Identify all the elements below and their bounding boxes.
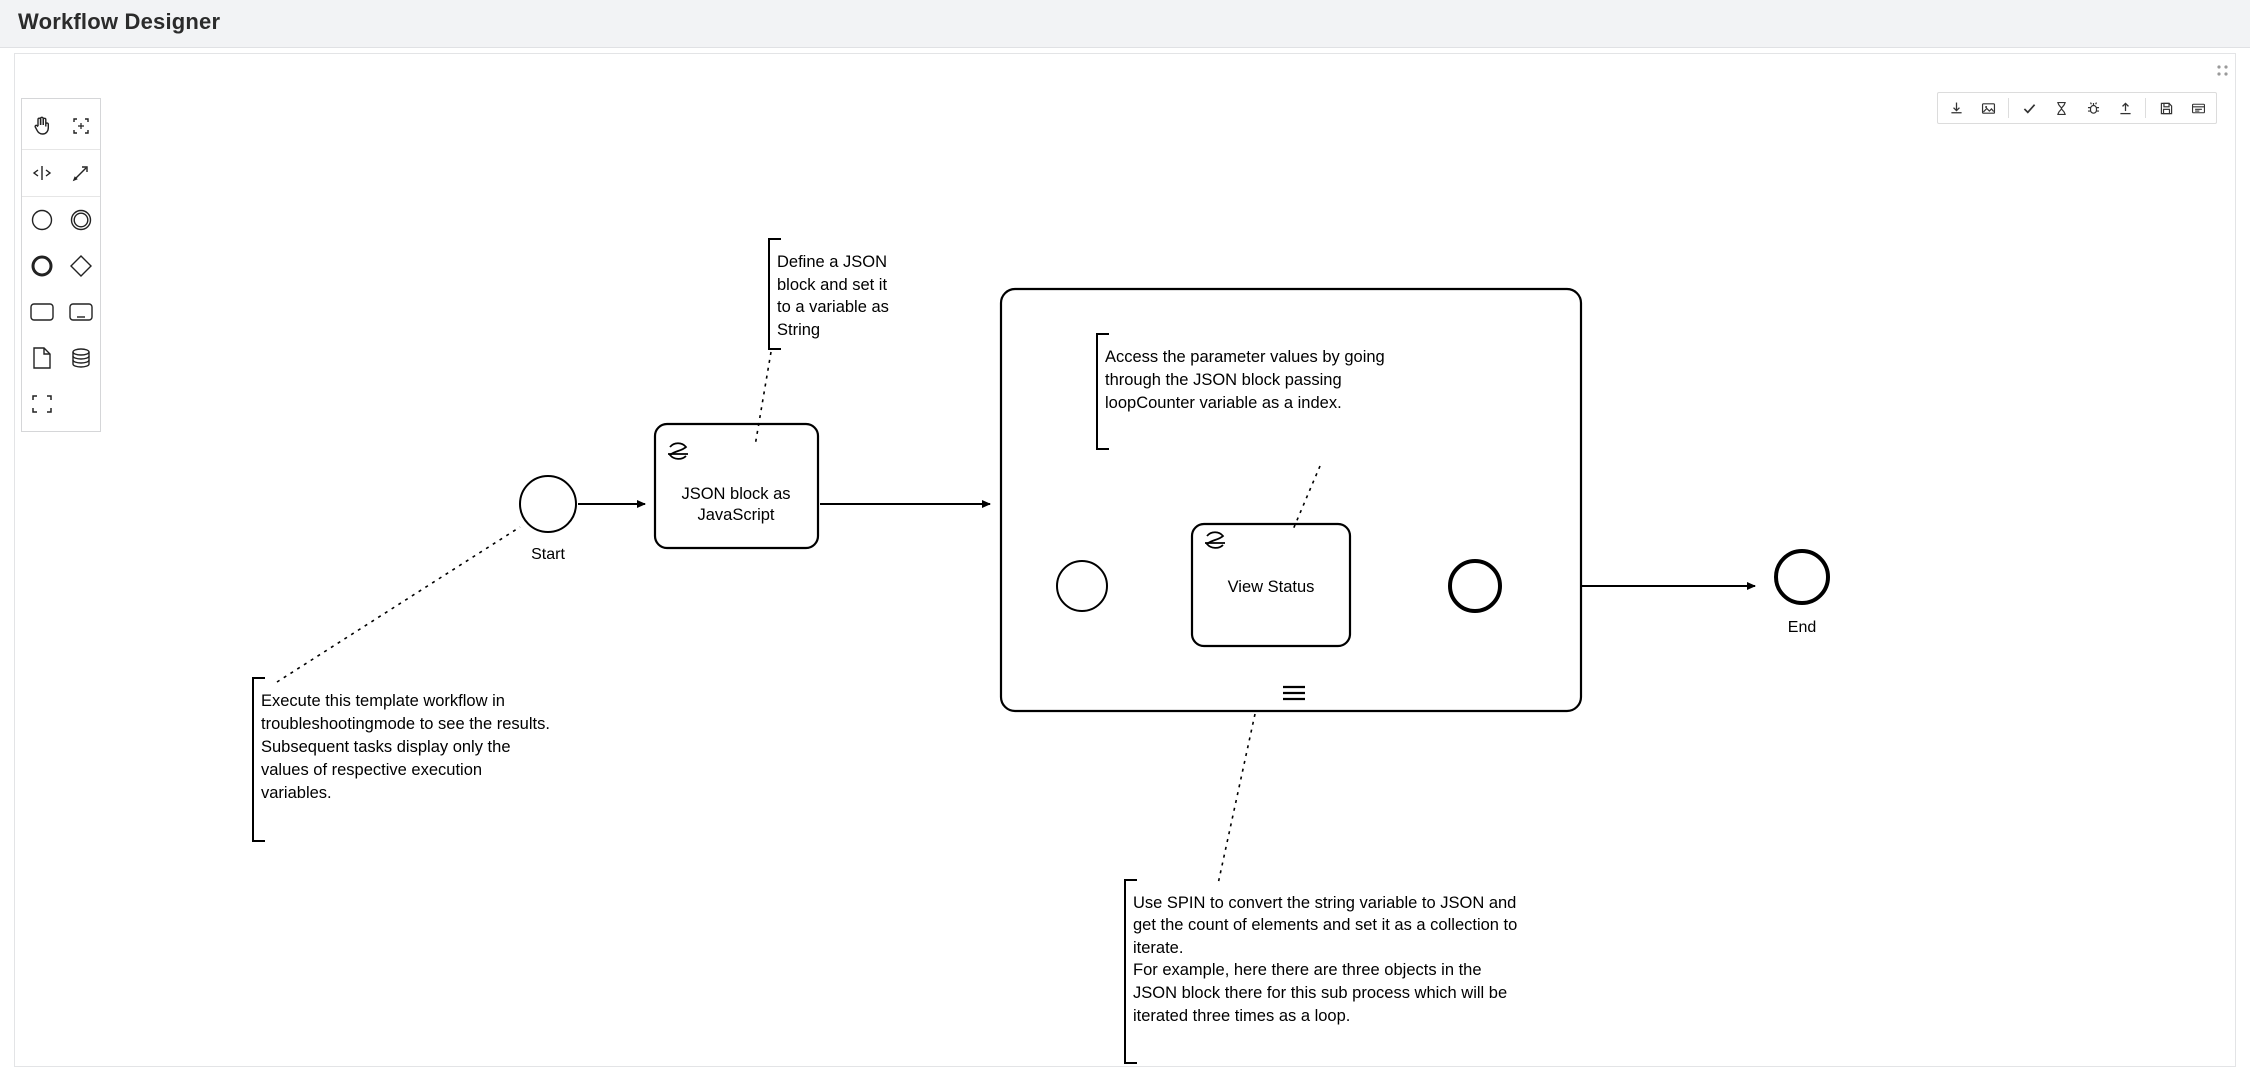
annotation-spin-note-line-5: iterated three times as a loop. <box>1133 1007 1351 1025</box>
end-event-node[interactable] <box>1776 551 1828 603</box>
json-block-task-node[interactable] <box>655 424 818 548</box>
annotation-troubleshoot-note-line-2: Subsequent tasks display only the <box>261 738 511 756</box>
annotation-param-note-line-2: loopCounter variable as a index. <box>1105 394 1342 412</box>
sub-end-event-node[interactable] <box>1450 561 1500 611</box>
annotation-spin-note-line-2: iterate. <box>1133 939 1184 957</box>
page-title: Workflow Designer <box>18 9 221 34</box>
end-event-label: End <box>1787 619 1817 636</box>
annotation-troubleshoot-note-line-4: variables. <box>261 784 332 802</box>
annotation-troubleshoot-note-line-0: Execute this template workflow in <box>261 692 505 710</box>
start-event-label: Start <box>531 546 565 563</box>
annotation-param-note-line-1: through the JSON block passing <box>1105 371 1342 389</box>
annotation-spin-note[interactable] <box>1125 714 1517 1063</box>
annotation-json-note-line-2: to a variable as <box>777 298 889 316</box>
view-status-task-node[interactable] <box>1192 524 1350 646</box>
annotation-spin-note-line-3: For example, here there are three objects in the <box>1133 961 1482 979</box>
annotation-json-note[interactable] <box>755 239 889 446</box>
sub-start-event-node[interactable] <box>1057 561 1107 611</box>
annotation-spin-note-line-4: JSON block there for this sub process which will be <box>1133 984 1508 1002</box>
annotation-troubleshoot-note-line-3: values of respective execution <box>261 761 483 779</box>
json-block-task-label-line1: JSON block as <box>681 485 791 503</box>
json-block-task-label-line2: JavaScript <box>697 506 775 524</box>
diagram-canvas[interactable] <box>14 53 2236 1067</box>
view-status-task-label: View Status <box>1227 578 1315 596</box>
annotation-json-note-line-3: String <box>777 321 821 339</box>
annotation-troubleshoot-note[interactable] <box>253 527 550 841</box>
bpmn-diagram[interactable] <box>15 54 2236 1067</box>
annotation-param-note-line-0: Access the parameter values by going <box>1105 348 1385 366</box>
annotation-json-note-line-1: block and set it <box>777 276 888 294</box>
start-event-node[interactable] <box>520 476 576 532</box>
app-header <box>0 0 2250 48</box>
annotation-spin-note-line-1: get the count of elements and set it as a collection to <box>1133 916 1518 934</box>
annotation-json-note-line-0: Define a JSON <box>777 253 888 271</box>
annotation-troubleshoot-note-line-1: troubleshootingmode to see the results. <box>261 715 550 733</box>
annotation-spin-note-line-0: Use SPIN to convert the string variable to JSON and <box>1133 894 1517 912</box>
